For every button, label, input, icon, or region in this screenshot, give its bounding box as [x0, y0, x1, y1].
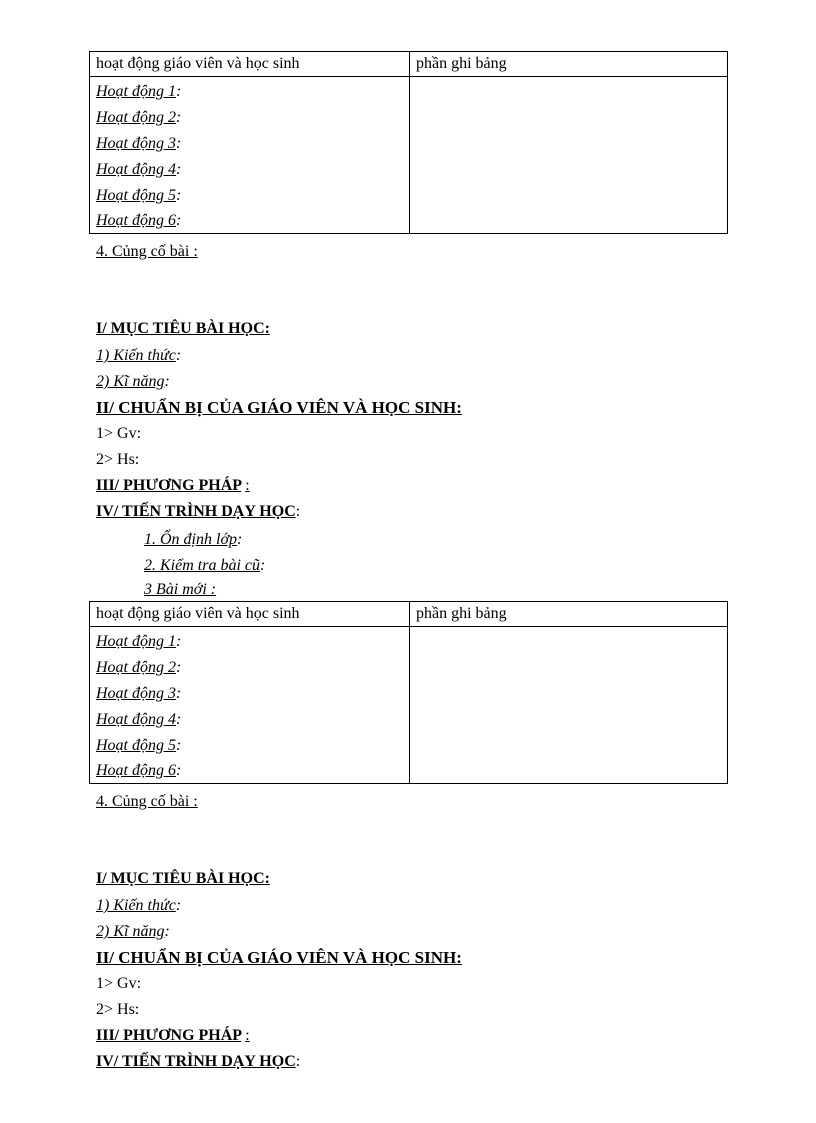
activity-item: Hoạt động 5:	[96, 187, 182, 204]
muc-tieu-heading: I/ MỤC TIÊU BÀI HỌC:	[96, 320, 270, 337]
cung-co-heading: 4. Củng cố bài :	[96, 793, 198, 810]
bai-moi-label: 3 Bài mới :	[144, 581, 217, 598]
table-header-row	[90, 52, 728, 77]
kien-thuc-label: 1) Kiến thức:	[96, 897, 182, 914]
activity-item: Hoạt động 2:	[96, 659, 182, 676]
hs-label: 2> Hs:	[96, 1001, 140, 1018]
kiem-tra-label: 2. Kiểm tra bài cũ:	[144, 557, 266, 574]
col2-header: phần ghi bảng	[410, 602, 728, 627]
activity-item: Hoạt động 1:	[96, 633, 182, 650]
col2-header: phần ghi bảng	[410, 52, 728, 77]
activities-cell	[90, 77, 410, 234]
tien-trinh-heading: IV/ TIẾN TRÌNH DẠY HỌC:	[96, 503, 301, 520]
phuong-phap-heading: III/ PHƯƠNG PHÁP :	[96, 477, 250, 494]
tien-trinh-heading: IV/ TIẾN TRÌNH DẠY HỌC:	[96, 1053, 301, 1070]
table-header-row	[90, 602, 728, 627]
gv-label: 1> Gv:	[96, 425, 142, 442]
on-dinh-label: 1. Ổn định lớp:	[144, 531, 243, 548]
activity-item: Hoạt động 3:	[96, 685, 182, 702]
gv-label: 1> Gv:	[96, 975, 142, 992]
cung-co-heading: 4. Củng cố bài :	[96, 243, 198, 260]
activity-item: Hoạt động 5:	[96, 737, 182, 754]
board-notes-cell	[410, 77, 728, 234]
table-body-row	[90, 627, 728, 784]
col1-header: hoạt động giáo viên và học sinh	[90, 52, 410, 77]
chuan-bi-heading: II/ CHUẨN BỊ CỦA GIÁO VIÊN VÀ HỌC SINH:	[96, 398, 462, 417]
chuan-bi-heading: II/ CHUẨN BỊ CỦA GIÁO VIÊN VÀ HỌC SINH:	[96, 948, 462, 967]
kien-thuc-label: 1) Kiến thức:	[96, 347, 182, 364]
lesson-table-1	[89, 51, 728, 234]
ki-nang-label: 2) Kĩ năng:	[96, 923, 170, 940]
activity-item: Hoạt động 4:	[96, 161, 182, 178]
activity-item: Hoạt động 3:	[96, 135, 182, 152]
activity-item: Hoạt động 6:	[96, 762, 182, 779]
lesson-table-2	[89, 601, 728, 784]
activity-item: Hoạt động 2:	[96, 109, 182, 126]
ki-nang-label: 2) Kĩ năng:	[96, 373, 170, 390]
phuong-phap-heading: III/ PHƯƠNG PHÁP :	[96, 1027, 250, 1044]
muc-tieu-heading: I/ MỤC TIÊU BÀI HỌC:	[96, 870, 270, 887]
col1-header: hoạt động giáo viên và học sinh	[90, 602, 410, 627]
board-notes-cell	[410, 627, 728, 784]
activity-item: Hoạt động 1:	[96, 83, 182, 100]
table-body-row	[90, 77, 728, 234]
activity-item: Hoạt động 6:	[96, 212, 182, 229]
activity-item: Hoạt động 4:	[96, 711, 182, 728]
hs-label: 2> Hs:	[96, 451, 140, 468]
activities-cell	[90, 627, 410, 784]
